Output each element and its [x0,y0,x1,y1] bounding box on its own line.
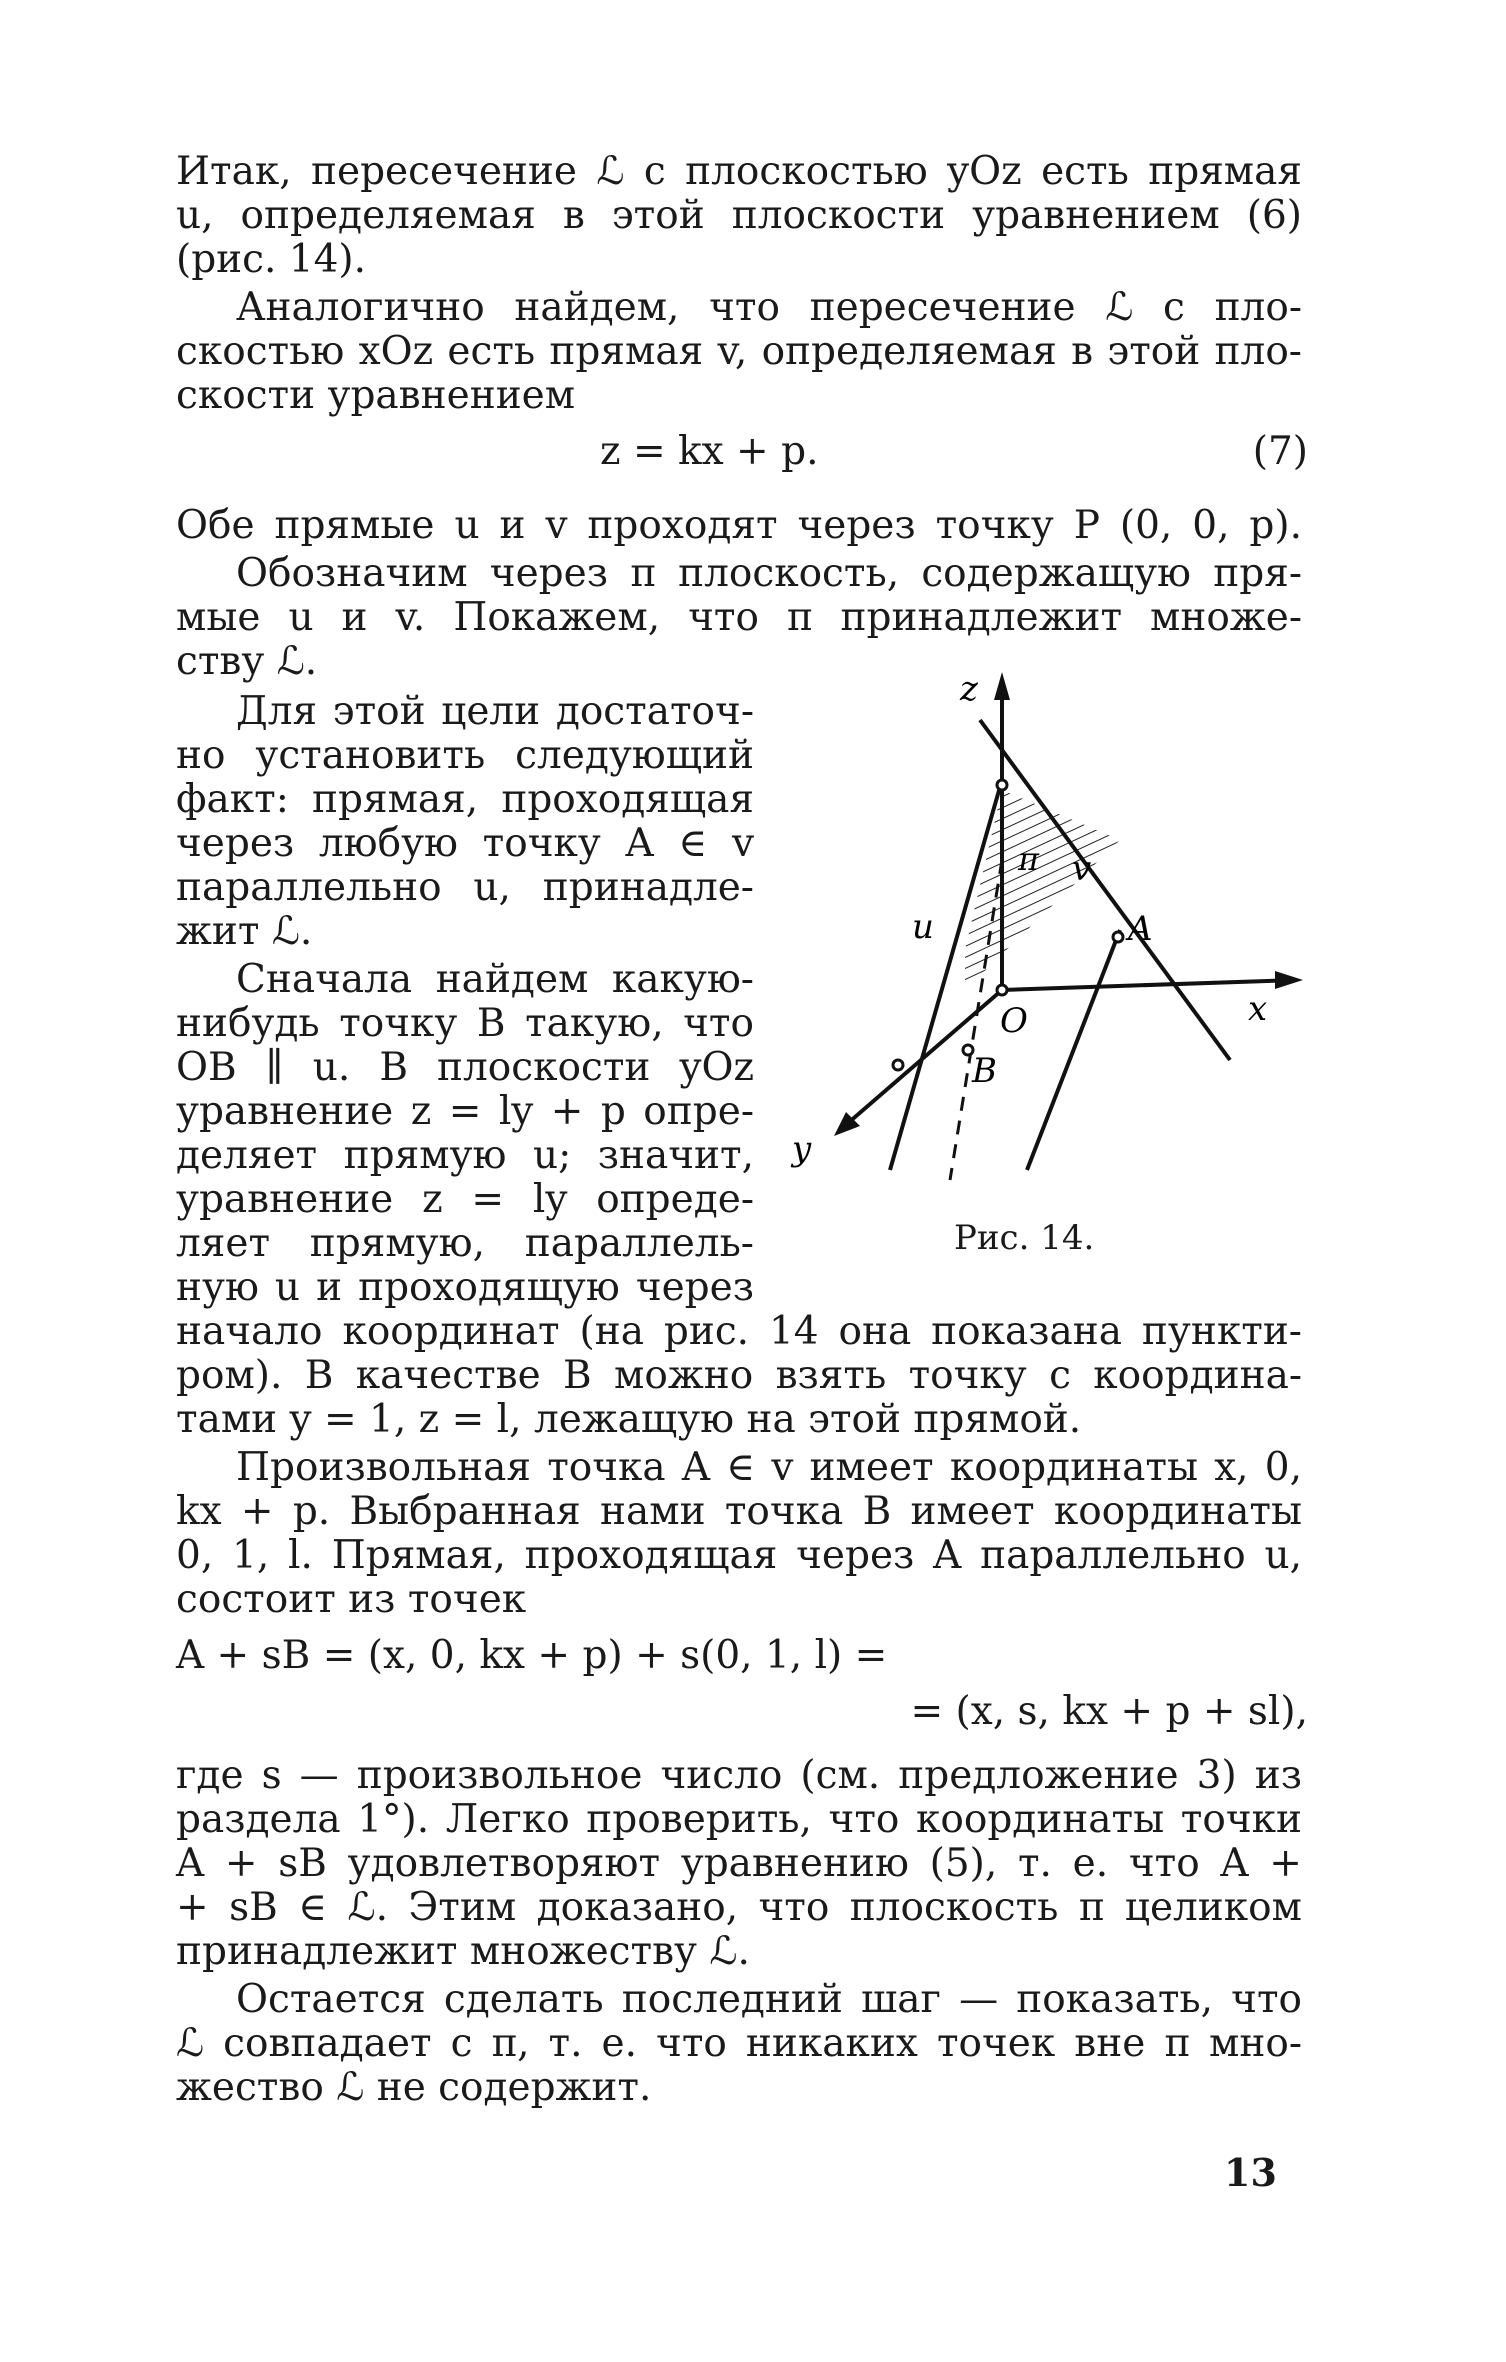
text-line: A + sB удовлетворяют уравнению (5), т. е. что A + [176,1841,1302,1886]
text-line: Итак, пересечение ℒ с плоскостью yOz есть прямая [176,149,1302,194]
label-A: A [1128,909,1153,949]
text-line: начало координат (на рис. 14 она показана пункти- [176,1309,1302,1354]
text-line: где s — произвольное число (см. предложение 3) из [176,1753,1302,1798]
equation-A-line-1: A + sB = (x, 0, kx + p) + s(0, 1, l) = [176,1633,888,1678]
z-axis-arrow [994,672,1010,700]
column-line: через любую точку A ∈ v [176,821,754,866]
text-line: 0, 1, l. Прямая, проходящая через A параллельно u, [176,1533,1302,1578]
text-line: ром). В качестве B можно взять точку с координа- [176,1353,1302,1398]
column-line: но установить следующий [176,733,754,778]
point-P [997,780,1007,790]
text-line: Остается сделать последний шаг — показать, что [236,1977,1302,2022]
line-u [890,780,1002,1170]
text-line: Аналогично найдем, что пересечение ℒ с пло- [236,285,1302,330]
text-line: Произвольная точка A ∈ v имеет координаты x, 0, [236,1445,1302,1490]
point-y-intersect [893,1060,903,1070]
column-line: уравнение z = ly + p опре- [176,1089,754,1134]
figure-14-diagram [750,660,1310,1220]
text-line: жество ℒ не содержит. [176,2065,652,2110]
text-line: принадлежит множеству ℒ. [176,1929,750,1974]
text-line: Обе прямые u и v проходят через точку P (0, 0, p). [176,503,1302,548]
text-line: скостью xOz есть прямая v, определяемая в этой пло- [176,329,1302,374]
line-through-A [1027,930,1120,1170]
column-line: деляет прямую u; значит, [176,1133,754,1178]
label-O: O [1000,1001,1028,1041]
text-line: мые u и v. Покажем, что π принадлежит множе- [176,595,1302,640]
column-line: ную u и проходящую через [176,1265,754,1310]
text-line: Обозначим через π плоскость, содержащую пря- [236,551,1302,596]
equation-number-7: (7) [1252,429,1308,474]
label-u: u [912,907,934,947]
column-line: Сначала найдем какую- [236,957,754,1002]
label-B: B [972,1051,997,1091]
label-z: z [960,669,978,709]
column-line: ляет прямую, параллель- [176,1221,754,1266]
column-line: факт: прямая, проходящая [176,777,754,822]
label-v: v [1072,849,1092,889]
text-line: тами y = 1, z = l, лежащую на этой прямой. [176,1397,1082,1442]
text-line: (рис. 14). [176,237,367,282]
equation-A-line-2: = (x, s, kx + p + sl), [910,1689,1308,1734]
column-line: Для этой цели достаточ- [236,689,754,734]
text-line: + sB ∈ ℒ. Этим доказано, что плоскость π целиком [176,1885,1302,1930]
column-line: жит ℒ. [176,909,313,954]
text-line: ству ℒ. [176,639,318,684]
text-line: kx + p. Выбранная нами точка B имеет координаты [176,1489,1302,1534]
column-line: уравнение z = ly опреде- [176,1177,754,1222]
text-line: скости уравнением [176,373,576,418]
text-line: раздела 1°). Легко проверить, что координаты точки [176,1797,1302,1842]
column-line: OB ∥ u. В плоскости yOz [176,1045,754,1090]
page-number: 13 [1224,2150,1277,2195]
point-A [1113,932,1123,942]
point-O [997,985,1007,995]
figure-caption: Рис. 14. [954,1218,1095,1258]
column-line: параллельно u, принадле- [176,865,754,910]
text-line: u, определяемая в этой плоскости уравнением (6) [176,193,1302,238]
text-line: состоит из точек [176,1577,527,1622]
label-x: x [1248,989,1268,1029]
plane-pi-region [965,790,1120,990]
label-y: y [792,1129,812,1169]
text-line: ℒ совпадает с π, т. е. что никаких точек вне π мно- [176,2021,1302,2066]
column-line: нибудь точку B такую, что [176,1001,754,1046]
x-axis-arrow [1275,971,1303,989]
equation-7: z = kx + p. [600,429,819,474]
label-pi: π [1018,840,1040,878]
